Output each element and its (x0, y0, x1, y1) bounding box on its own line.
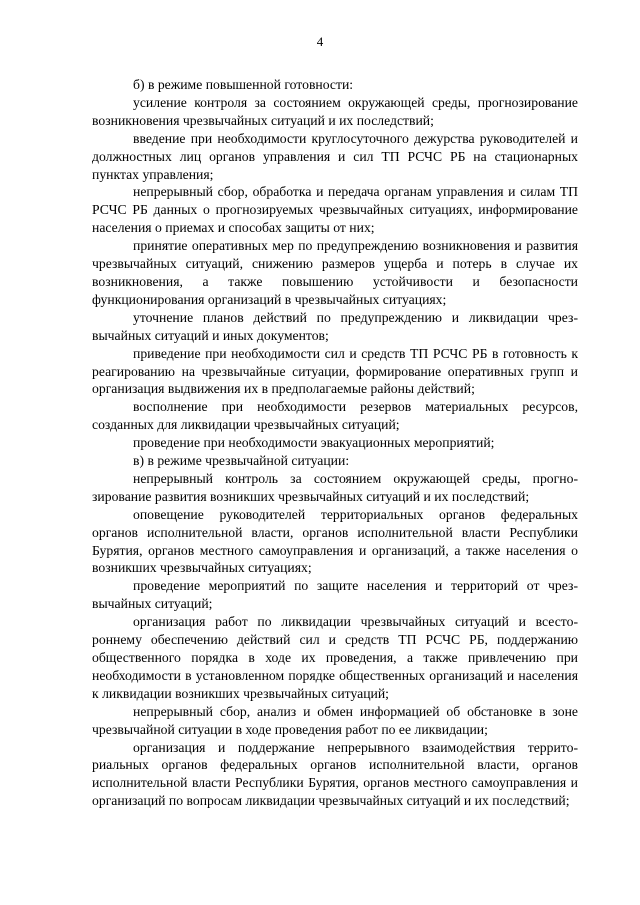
paragraph: непрерывный сбор, анализ и обмен информацией об обстановке в зоне чрезвычайной ситуации в ходе проведения работ по ее ликвидации; (92, 703, 578, 737)
paragraph: проведение мероприятий по защите населения и территорий от чрезвычайных ситуаций; (92, 578, 578, 612)
paragraph: усиление контроля за состоянием окружающей среды, прогнозирование возникновения чрезвычайных ситуаций и их последствий; (92, 94, 578, 128)
paragraph: непрерывный контроль за состоянием окружающей среды, прогнозирование развития возникших чрезвычайных ситуаций и их последствий; (92, 470, 578, 504)
paragraph: организация работ по ликвидации чрезвычайных ситуаций и всестороннему обеспечению действий сил и средств ТП РСЧС РБ, поддержанию общественного порядка в ходе их проведения, а также привлечению при необходимости в установленном порядке общественных организаций и населения к ликвидации возникших чрезвычайных ситуаций; (92, 614, 578, 701)
paragraph: введение при необходимости круглосуточного дежурства руководителей и должностных лиц органов управления и сил ТП РСЧС РБ на стационарных пунктах управления; (92, 130, 578, 182)
paragraph: непрерывный сбор, обработка и передача органам управления и силам ТП РСЧС РБ данных о прогнозируемых чрезвычайных ситуациях, информирование населения о приемах и способах защиты от них; (92, 184, 578, 236)
paragraph: уточнение планов действий по предупреждению и ликвидации чрезвычайных ситуаций и иных документов; (92, 309, 578, 343)
paragraph: б) в режиме повышенной готовности: (133, 77, 354, 92)
paragraph: оповещение руководителей территориальных органов федеральных органов исполнительной власти, органов исполнительной власти Республики Бурятия, органов местного самоуправления и организаций, а также населения о возникших чрезвычайных ситуациях; (92, 506, 578, 576)
paragraph: принятие оперативных мер по предупреждению возникновения и развития чрезвычайных ситуаций, снижению размеров ущерба и потерь в случае их возникновения, а также повышению устойчивости и безопасности функционирования организаций в чрезвычайных ситуациях; (92, 238, 578, 307)
paragraph: проведение при необходимости эвакуационных мероприятий; (133, 435, 495, 451)
paragraph: организация и поддержание непрерывного взаимодействия территориальных органов федеральных органов исполнительной власти, органов исполнительной власти Республики Бурятия, органов местного самоуправления и организаций по вопросам ликвидации чрезвычайных ситуаций и их последствий; (92, 739, 578, 809)
page-number: 4 (316, 34, 324, 49)
body-text (92, 76, 578, 810)
paragraph: в) в режиме чрезвычайной ситуации: (133, 453, 350, 469)
paragraph: приведение при необходимости сил и средств ТП РСЧС РБ в готовность к реагированию на чрезвычайные ситуации, формирование оперативных групп и организация выдвижения их в предполагаемые районы действий; (92, 345, 578, 397)
paragraph: восполнение при необходимости резервов материальных ресурсов, созданных для ликвидации чрезвычайных ситуаций; (92, 399, 578, 433)
